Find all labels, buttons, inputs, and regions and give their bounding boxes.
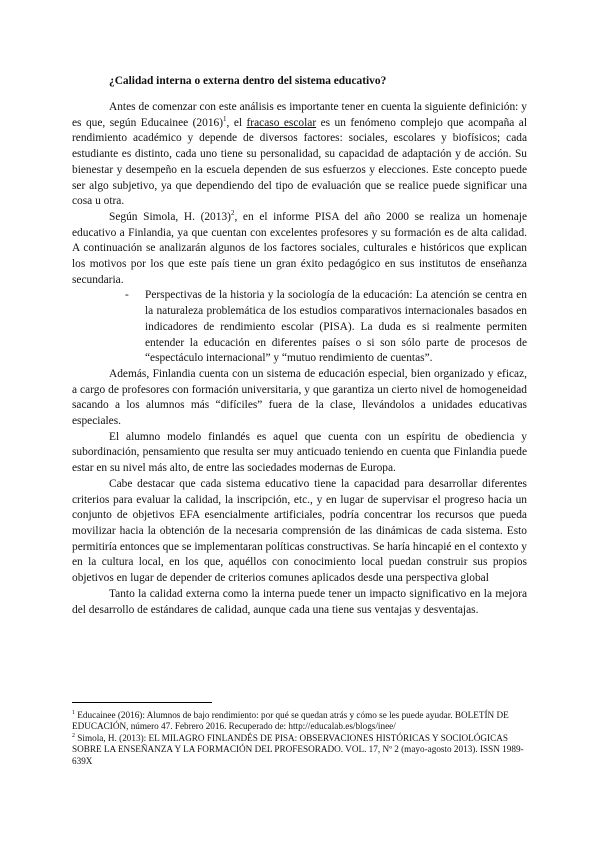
footnote-text: Educainee (2016): Alumnos de bajo rendimiento: por qué se quedan atrás y cómo se les puede ayudar. BOLETÍN DE EDUCACIÓN, número 47. Febrero 2016. Recuperado de: http://educalab.es/blogs/inee/	[72, 710, 509, 732]
footnote-number: 1	[72, 709, 75, 716]
paragraph-text: Antes de comenzar con este análisis es importante tener en cuenta la siguiente definición: y es que, según Educainee (2016)	[72, 101, 527, 129]
footnote-2	[72, 733, 532, 767]
bullet-item	[125, 288, 527, 367]
paragraph-pisa	[72, 210, 527, 289]
footnote-text: Simola, H. (2013): EL MILAGRO FINLANDÉS DE PISA: OBSERVACIONES HISTÓRICAS Y SOCIOLÓGICAS SOBRE LA ENSEÑANZA Y LA FORMACIÓN DEL PROFESORADO. VOL. 17, Nº 2 (mayo-agosto 2013). ISSN 1989-639X	[72, 732, 524, 766]
footnotes	[72, 710, 532, 767]
document-body	[72, 100, 527, 618]
paragraph-conclusion: Tanto la calidad externa como la interna puede tener un impacto significativo en la mejora del desarrollo de estándares de calidad, aunque cada una tiene sus ventajas y desventajas.	[72, 587, 527, 616]
paragraph-model-student: El alumno modelo finlandés es aquel que cuenta con un espíritu de obediencia y subordinación, pensamiento que resulta ser muy anticuado teniendo en cuenta que Finlandia puede estar en su nivel más alto, de entre las sociedades modernas de Europa.	[72, 430, 527, 475]
footnote-ref[interactable]: 2	[230, 209, 235, 218]
paragraph-text: Según Simola, H. (2013)	[109, 210, 231, 223]
footnote-number: 2	[72, 732, 75, 739]
paragraph-text: , el	[226, 116, 247, 129]
footnote-ref[interactable]: 1	[223, 114, 227, 123]
paragraph-definition	[72, 100, 527, 210]
bullet-text: Perspectivas de la historia y la sociología de la educación: La atención se centra en la naturaleza problemática de los estudios comparativos internacionales basados en indicadores de rendimiento escolar (PISA). La duda es si realmente permiten entender la educación en diferentes países o si son sólo parte de procesos de “espectáculo internacional” y “mutuo rendimiento de cuentas”.	[145, 289, 527, 365]
paragraph-text: es un fenómeno complejo que acompaña al rendimiento académico y depende de diversos factores: sociales, escolares y biofísicos; cada estudiante es distinto, cada uno tiene su personalidad, su capacidad de adaptación y de acción. Su bienestar y desempeño en la escuela dependen de sus esfuerzos y elecciones. Este concepto puede ser algo subjetivo, ya que dependiendo del tipo de evaluación que se realice puede significar una cosa u otra.	[72, 116, 528, 208]
footnote-separator	[72, 702, 212, 703]
bullet-dash: -	[125, 289, 129, 302]
paragraph-evaluation-criteria: Cabe destacar que cada sistema educativo tiene la capacidad para desarrollar diferentes criterios para evaluar la calidad, la inscripción, etc., y en lugar de supervisar el progreso hacia un conjunto de objetivos EFA esencialmente artificiales, podría concentrar los recursos que pueda movilizar hacia la obtención de la necesaria comprensión de las dinámicas de cada sistema. Esto permitiría entonces que se implementaran políticas constructivas. Se haría hincapié en el contexto y en la cultura local, en los que, aquéllos con conocimiento local puedan construir sus propios objetivos en lugar de depender de criterios comunes aplicados desde una perspectiva global	[72, 477, 527, 585]
paragraph-special-education: Además, Finlandia cuenta con un sistema de educación especial, bien organizado y eficaz, a cargo de profesores con formación universitaria, y que garantiza un cierto nivel de homogeneidad sacando a los alumnos más “difíciles” fuera de la clase, llevándolos a unidades educativas especiales.	[72, 367, 527, 428]
page-title: ¿Calidad interna o externa dentro del sistema educativo?	[109, 75, 387, 87]
footnote-1	[72, 710, 532, 733]
fracaso-escolar-link[interactable]: fracaso escolar	[246, 116, 317, 129]
paragraph-text: , en el informe PISA del año 2000 se realiza un homenaje educativo a Finlandia, ya que cuentan con excelentes profesores y su formación es de alta calidad. A continuación se analizarán algunos de los factores sociales, culturales e históricos que explican los motivos por los que este país tiene un gran éxito pedagógico en sus institutos de enseñanza secundaria.	[72, 210, 528, 286]
